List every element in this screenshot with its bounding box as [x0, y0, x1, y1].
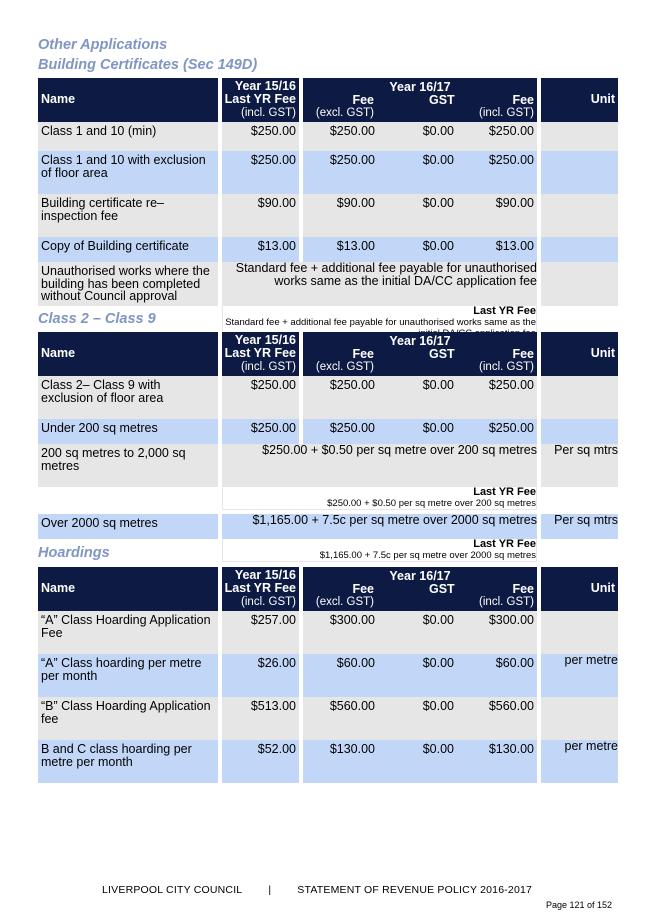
row-fee-excl: $90.00: [303, 194, 378, 237]
table-row: [38, 444, 618, 487]
row-fee-excl: $130.00: [303, 740, 378, 783]
row-unit: [541, 697, 618, 740]
row-last-fee: $513.00: [222, 697, 299, 740]
row-unit: [541, 611, 618, 654]
row-unit: [541, 419, 618, 444]
footer-org: LIVERPOOL CITY COUNCIL: [102, 884, 243, 896]
row-fee-incl: $250.00: [457, 376, 537, 419]
row-gst: $0.00: [378, 151, 457, 194]
table-row: [38, 237, 618, 262]
row-unit: [541, 151, 618, 194]
class-2-9-table: [38, 332, 618, 562]
header-gst: GST: [429, 93, 455, 107]
building-certificates-heading: Building Certificates (Sec 149D): [38, 57, 258, 73]
class-2-9-heading: Class 2 – Class 9: [38, 311, 156, 327]
note-row: [38, 539, 618, 562]
header-name: Name: [41, 92, 76, 106]
table-row: [38, 262, 618, 306]
row-unit: Per sq mtrs: [541, 444, 618, 487]
row-fee-description: $250.00 + $0.50 per sq metre over 200 sq metres: [222, 444, 537, 487]
row-unit: [541, 122, 618, 151]
table-row: [38, 419, 618, 444]
row-name: “B” Class Hoarding Application fee: [38, 697, 218, 740]
header-fee: Fee: [352, 93, 374, 107]
header-fee-excl: (excl. GST): [315, 361, 374, 373]
header-year-current: Year 16/17: [389, 334, 451, 348]
table-row: [38, 611, 618, 654]
table-row: [38, 122, 618, 151]
header-year-current: Year 16/17: [389, 569, 451, 583]
header-year-last: Year 15/16: [234, 79, 296, 93]
row-fee-incl: $90.00: [457, 194, 537, 237]
note-text: Standard fee + additional fee payable for unauthorised works same as the: [225, 317, 536, 328]
row-fee-excl: $250.00: [303, 151, 378, 194]
row-unit: [541, 376, 618, 419]
row-last-fee: $26.00: [222, 654, 299, 697]
header-fee-incl: (incl. GST): [479, 361, 534, 373]
building-certificates-table: [38, 78, 618, 340]
note-text: $250.00 + $0.50 per sq metre over 200 sq metres: [327, 498, 536, 509]
row-fee-incl: $560.00: [457, 697, 537, 740]
header-unit: Unit: [590, 346, 615, 360]
row-last-fee: $13.00: [222, 237, 299, 262]
row-fee-excl: $300.00: [303, 611, 378, 654]
header-fee-incl: (incl. GST): [479, 107, 534, 119]
header-unit: Unit: [590, 92, 615, 106]
section-heading: Other Applications: [38, 37, 168, 53]
table-header: [38, 78, 618, 122]
hoardings-table: [38, 567, 618, 783]
table-row: [38, 654, 618, 697]
row-fee-incl: $300.00: [457, 611, 537, 654]
page-number: Page 121 of 152: [545, 900, 612, 910]
header-last-sub: (incl. GST): [241, 596, 296, 608]
row-fee-description: Standard fee + additional fee payable for unauthorised works same as the initial DA/CC application fee: [222, 262, 537, 306]
table-header: [38, 567, 618, 611]
header-last-fee: Last YR Fee: [224, 581, 296, 595]
row-name: B and C class hoarding per metre per month: [38, 740, 218, 783]
row-unit: [541, 237, 618, 262]
row-gst: $0.00: [378, 194, 457, 237]
header-fee-excl: (excl. GST): [315, 107, 374, 119]
row-name: 200 sq metres to 2,000 sq metres: [38, 444, 218, 487]
header-unit: Unit: [590, 581, 615, 595]
table-row: [38, 697, 618, 740]
footer-doc: STATEMENT OF REVENUE POLICY 2016-2017: [297, 884, 533, 896]
header-fee: Fee: [512, 347, 534, 361]
header-gst: GST: [429, 582, 455, 596]
row-fee-excl: $250.00: [303, 122, 378, 151]
row-name: Unauthorised works where the building has been completed without Council approval: [38, 262, 218, 306]
table-row: [38, 194, 618, 237]
row-last-fee: $90.00: [222, 194, 299, 237]
row-last-fee: $250.00: [222, 151, 299, 194]
row-fee-incl: $13.00: [457, 237, 537, 262]
row-fee-excl: $60.00: [303, 654, 378, 697]
table-row: [38, 376, 618, 419]
row-gst: $0.00: [378, 376, 457, 419]
row-name: “A” Class hoarding per metre per month: [38, 654, 218, 697]
note-title: Last YR Fee: [473, 305, 536, 317]
row-name: Building certificate re–inspection fee: [38, 194, 218, 237]
hoardings-heading: Hoardings: [38, 545, 110, 561]
header-fee: Fee: [352, 347, 374, 361]
row-unit: Per sq mtrs: [541, 514, 618, 539]
header-last-fee: Last YR Fee: [224, 92, 296, 106]
row-name: Class 2– Class 9 with exclusion of floor area: [38, 376, 218, 419]
row-fee-incl: $250.00: [457, 151, 537, 194]
row-gst: $0.00: [378, 611, 457, 654]
header-fee: Fee: [512, 582, 534, 596]
row-fee-excl: $13.00: [303, 237, 378, 262]
row-name: “A” Class Hoarding Application Fee: [38, 611, 218, 654]
row-gst: $0.00: [378, 697, 457, 740]
footer-separator: |: [268, 884, 272, 896]
row-unit: per metre: [541, 740, 618, 783]
header-fee: Fee: [512, 93, 534, 107]
row-fee-excl: $250.00: [303, 419, 378, 444]
header-last-sub: (incl. GST): [241, 361, 296, 373]
row-fee-incl: $250.00: [457, 419, 537, 444]
row-unit: [541, 194, 618, 237]
row-fee-incl: $130.00: [457, 740, 537, 783]
row-last-fee: $257.00: [222, 611, 299, 654]
table-row: [38, 514, 618, 539]
row-last-fee: $250.00: [222, 419, 299, 444]
table-row: [38, 740, 618, 783]
header-name: Name: [41, 581, 76, 595]
row-gst: $0.00: [378, 419, 457, 444]
header-year-last: Year 15/16: [234, 568, 296, 582]
header-last-fee: Last YR Fee: [224, 346, 296, 360]
row-fee-incl: $60.00: [457, 654, 537, 697]
row-name: Over 2000 sq metres: [38, 514, 218, 539]
header-gst: GST: [429, 347, 455, 361]
header-name: Name: [41, 346, 76, 360]
row-gst: $0.00: [378, 122, 457, 151]
row-name: Class 1 and 10 (min): [38, 122, 218, 151]
note-title: Last YR Fee: [473, 538, 536, 550]
note-text: $1,165.00 + 7.5c per sq metre over 2000 sq metres: [319, 550, 536, 561]
page-footer: [102, 884, 532, 896]
row-fee-incl: $250.00: [457, 122, 537, 151]
header-fee: Fee: [352, 582, 374, 596]
row-fee-description: $1,165.00 + 7.5c per sq metre over 2000 sq metres: [222, 514, 537, 539]
row-fee-excl: $560.00: [303, 697, 378, 740]
header-year-last: Year 15/16: [234, 333, 296, 347]
row-name: Class 1 and 10 with exclusion of floor area: [38, 151, 218, 194]
header-year-current: Year 16/17: [389, 80, 451, 94]
note-title: Last YR Fee: [473, 486, 536, 498]
row-unit: [541, 262, 618, 306]
row-last-fee: $52.00: [222, 740, 299, 783]
row-last-fee: $250.00: [222, 376, 299, 419]
header-fee-excl: (excl. GST): [315, 596, 374, 608]
row-gst: $0.00: [378, 237, 457, 262]
table-row: [38, 151, 618, 194]
row-last-fee: $250.00: [222, 122, 299, 151]
row-name: Copy of Building certificate: [38, 237, 218, 262]
table-header: [38, 332, 618, 376]
row-gst: $0.00: [378, 654, 457, 697]
row-name: Under 200 sq metres: [38, 419, 218, 444]
header-fee-incl: (incl. GST): [479, 596, 534, 608]
note-row: [38, 487, 618, 510]
row-gst: $0.00: [378, 740, 457, 783]
row-fee-excl: $250.00: [303, 376, 378, 419]
row-unit: per metre: [541, 654, 618, 697]
header-last-sub: (incl. GST): [241, 107, 296, 119]
